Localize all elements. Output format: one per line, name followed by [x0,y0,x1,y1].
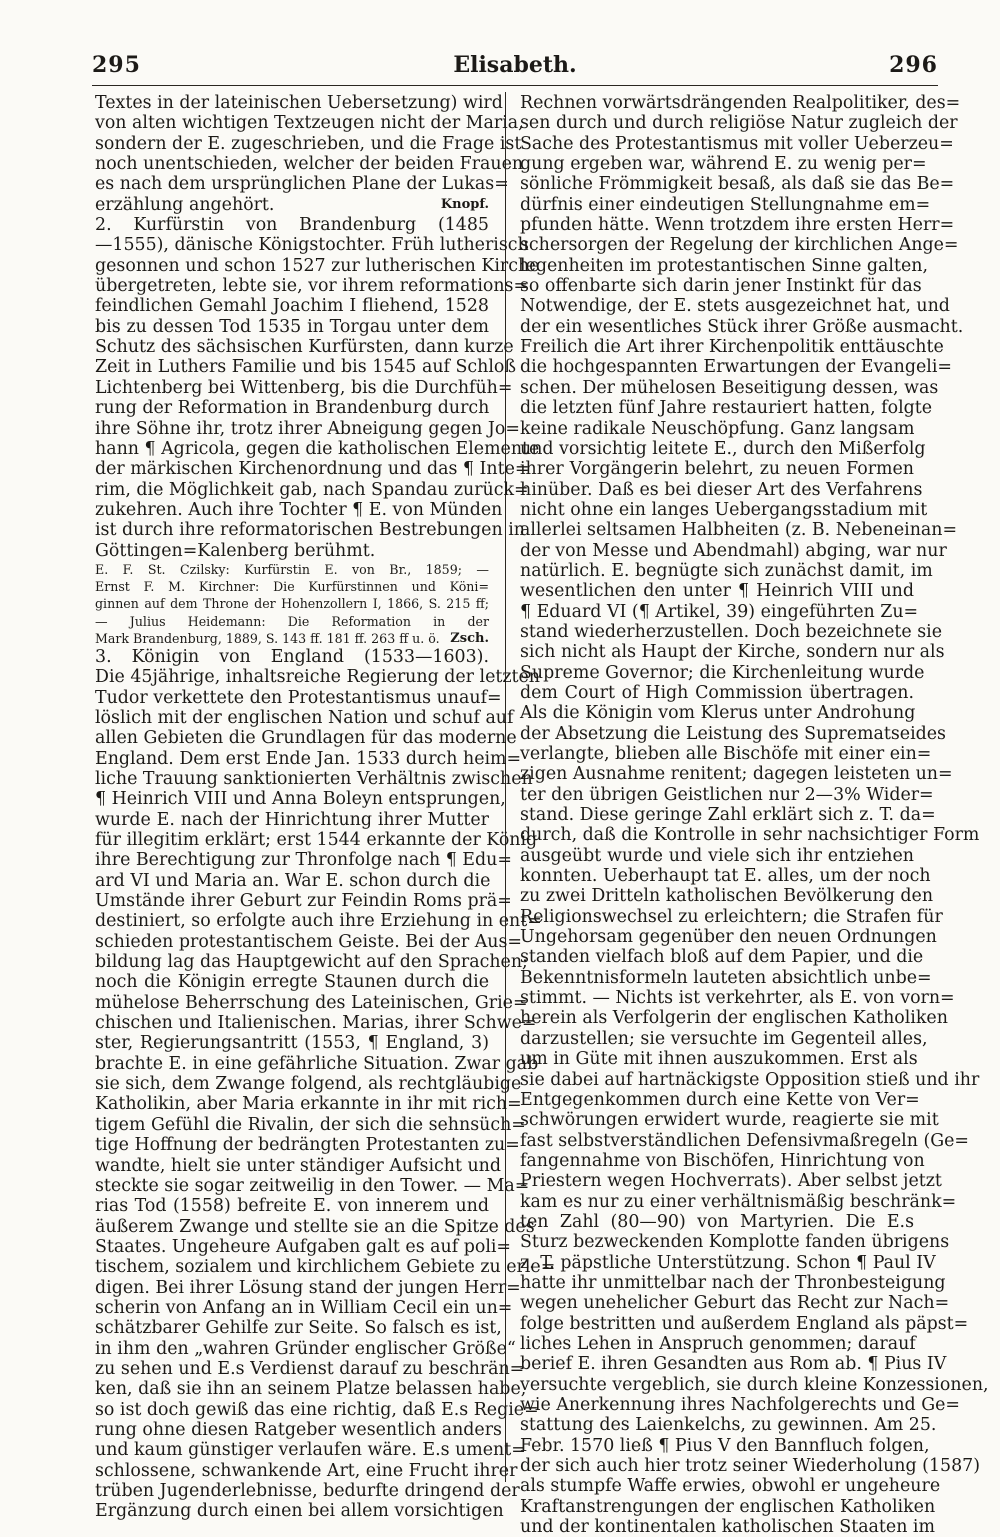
text-line: es nach dem ursprünglichen Plane der Lukas= [95,174,509,195]
text-line: Notwendige, der E. stets ausgezeichnet hat, und [520,296,950,317]
text-line: zu zwei Dritteln katholischen Bevölkerung den [520,886,934,907]
header-rule [92,85,938,86]
text-line: hann ¶ Agricola, gegen die katholischen Elemente [95,438,540,459]
text-line: Katholikin, aber Maria erkannte in ihr mit rich= [95,1094,522,1115]
text-line: ihre Berechtigung zur Thronfolge nach ¶ Edu= [95,850,512,871]
text-line: hatte ihr unmittelbar nach der Thronbesteigung [520,1272,946,1293]
text-line: löslich mit der englischen Nation und schuf auf [95,707,514,728]
text-line: —1555), dänische Königstochter. Früh lutherisch [95,235,529,256]
text-line: Textes in der lateinischen Uebersetzung) wird [95,93,503,113]
text-line: wandte, hielt sie unter ständiger Aufsicht und [95,1155,501,1176]
text-line: schen. Der mühelosen Beseitigung dessen, was [520,377,939,398]
text-line: der von Messe und Abendmahl) abging, war nur [520,540,947,561]
text-line: dem Court of High Commission übertragen. [520,682,914,703]
text-line: steckte sie sogar zeitweilig in den Tower. — Ma= [95,1175,530,1196]
text-line: Lichtenberg bei Wittenberg, bis die Durchfüh= [95,377,513,398]
text-line: von alten wichtigen Textzeugen nicht der Maria, [95,113,524,134]
text-line: sönliche Frömmigkeit besaß, als daß sie das Be= [520,174,955,195]
text-line: versuchte vergeblich, sie durch kleine Konzessionen, [520,1374,989,1395]
text-line: noch die Königin erregte Staunen durch die [95,972,489,993]
text-line: Bekenntnisformeln lauteten absichtlich unbe= [520,967,932,988]
text-line: in ihm den „wahren Gründer englischer Größe“ [95,1338,516,1359]
text-line: darzustellen; sie versuchte im Gegenteil alles, [520,1028,928,1049]
text-line: schlossene, schwankende Art, eine Frucht ihrer [95,1460,518,1481]
text-line: Göttingen=Kalenberg berühmt. [95,540,376,561]
text-line: Als die Königin vom Klerus unter Androhung [520,703,916,724]
text-line: verlangte, blieben alle Bischöfe mit einer ein= [520,744,932,764]
text-line: wurde E. nach der Hinrichtung ihrer Mutter [95,809,489,830]
text-line: wegen unehelicher Geburt das Recht zur Nach= [520,1293,950,1314]
text-line: Sturz bezweckenden Komplotte fanden übrigens [520,1232,950,1253]
text-line: stattung des Laienkelchs, zu gewinnen. Am 25. [520,1415,937,1436]
text-line: fast selbstverständlichen Defensivmaßregeln (Ge= [520,1130,970,1151]
page-number-left: 295 [92,52,141,78]
text-line: herein als Verfolgerin der englischen Katholiken [520,1008,948,1029]
text-line: chischen und Italienischen. Marias, ihrer Schwe= [95,1013,537,1034]
text-line: bildung lag das Hauptgewicht auf den Sprachen; [95,952,528,973]
running-title: Elisabeth. [453,52,577,78]
text-line: ¶ Heinrich VIII und Anna Boleyn entsprungen, [95,789,506,810]
text-line: fangennahme von Bischöfen, Hinrichtung von [520,1150,925,1171]
text-line: rung der Reformation in Brandenburg durch [95,398,490,419]
text-line: pfunden hätte. Wenn trotzdem ihre ersten Herr= [520,215,955,236]
text-line: allen Gebieten die Grundlagen für das moderne [95,728,517,749]
text-line: Rechnen vorwärtsdrängenden Realpolitiker, des= [520,93,961,113]
text-line: natürlich. E. begnügte sich zunächst damit, im [520,560,933,581]
text-line: rias Tod (1558) befreite E. von innerem und [95,1196,489,1217]
text-line: ¶ Eduard VI (¶ Artikel, 39) eingeführten Zu= [520,601,919,622]
text-line: so ist doch gewiß das eine richtig, daß E.s Regie= [95,1399,539,1420]
text-line: äußerem Zwange und stellte sie an die Spitze des [95,1216,535,1237]
text-line: mühelose Beherrschung des Lateinischen, Grie= [95,992,528,1013]
text-line: tischem, sozialem und kirchlichem Gebiete zu erle= [95,1257,556,1278]
text-line: ten Zahl (80—90) von Martyrien. Die E.s [520,1211,914,1232]
text-line: ken, daß sie ihn an seinem Platze belassen habe, [95,1379,527,1400]
text-line: digen. Bei ihrer Lösung stand der jungen Herr= [95,1277,521,1298]
text-line: Religionswechsel zu erleichtern; die Strafen für [520,906,943,927]
text-line: Umstände ihrer Geburt zur Feindin Roms prä= [95,891,512,912]
text-line: hinüber. Daß es bei dieser Art des Verfahrens [520,479,923,500]
text-line: stimmt. — Nichts ist verkehrter, als E. von vorn= [520,988,955,1009]
text-line: Febr. 1570 ließ ¶ Pius V den Bannfluch folgen, [520,1435,930,1456]
text-line: zigen Ausnahme renitent; dagegen leisteten un= [520,764,953,785]
bibliography-line: Ernst F. M. Kirchner: Die Kurfürstinnen und Köni= [95,579,489,595]
text-line: ausgeübt wurde und viele sich ihr entziehen [520,845,914,866]
text-line: nicht ohne ein langes Uebergangsstadium mit [520,499,928,520]
text-line: sie dabei auf hartnäckigste Opposition stieß und ihr [520,1069,980,1090]
text-line: stand wiederherzustellen. Doch bezeichnete sie [520,621,943,642]
text-line: trüben Jugenderlebnisse, bedurfte dringend der [95,1481,520,1502]
left-column [95,93,556,1522]
bibliography-line: — Julius Heidemann: Die Reformation in der [95,613,489,629]
text-line: ihrer Vorgängerin belehrt, zu neuen Formen [520,459,914,480]
text-line: zukehren. Auch ihre Tochter ¶ E. von Münden [95,499,503,520]
text-line: Priestern wegen Hochverrats). Aber selbst jetzt [520,1171,942,1192]
text-line: liches Lehen in Anspruch genommen; darauf [520,1333,916,1354]
text-line: tigem Gefühl die Rivalin, der sich die sehnsüch= [95,1114,526,1135]
text-line: schersorgen der Regelung der kirchlichen Ange= [520,235,959,256]
text-line: ist durch ihre reformatorischen Bestrebungen in [95,520,525,541]
text-line: z. T. päpstliche Unterstützung. Schon ¶ Paul IV [520,1252,936,1273]
text-line: der Absetzung die Leistung des Suprematseides [520,723,946,744]
text-line: noch unentschieden, welcher der beiden Frauen [95,154,524,175]
page-header [92,52,938,88]
text-line: zu sehen und E.s Verdienst darauf zu beschrän= [95,1358,525,1379]
text-line: der ein wesentliches Stück ihrer Größe ausmacht. [520,316,964,337]
text-line: sondern der E. zugeschrieben, und die Frage ist [95,133,522,154]
text-line: schieden protestantischem Geiste. Bei der Aus= [95,931,522,952]
text-line: ihre Söhne ihr, trotz ihrer Abneigung gegen Jo= [95,418,520,439]
text-line: allerlei seltsamen Halbheiten (z. B. Nebeneinan= [520,520,958,541]
text-line: folge bestritten und außerdem England als päpst= [520,1313,969,1334]
text-line: legenheiten im protestantischen Sinne galten, [520,255,929,276]
right-column [520,93,989,1537]
text-line: standen vielfach bloß auf dem Papier, und die [520,947,924,968]
text-line: sich nicht als Haupt der Kirche, sondern nur als [520,642,945,663]
text-line: wie Anerkennung ihres Nachfolgerechts und Ge= [520,1395,960,1415]
bibliography-line: Mark Brandenburg, 1889, S. 143 ff. 181 ff. 263 ff u. ö. [95,630,440,646]
text-line: für illegitim erklärt; erst 1544 erkannte der König [95,830,538,851]
text-line: scherin von Anfang an in William Cecil ein un= [95,1297,513,1318]
bibliography-line: ginnen auf dem Throne der Hohenzollern I, 1866, S. 215 ff; [95,596,489,612]
text-line-with-signature [95,195,489,215]
text-line: feindlichen Gemahl Joachim I fliehend, 1528 [95,296,489,317]
text-line: sie sich, dem Zwange folgend, als rechtgläubige [95,1074,522,1095]
text-line: und kaum günstiger verlaufen wäre. E.s ument= [95,1440,526,1461]
text-line: Staates. Ungeheure Aufgaben galt es auf poli= [95,1236,512,1257]
text-line: Ungehorsam gegenüber den neuen Ordnungen [520,927,937,948]
text-line: liche Trauung sanktionierten Verhältnis zwischen [95,768,533,789]
text-line: ster, Regierungsantritt (1553, ¶ England, 3) [95,1033,489,1054]
text-line: und der kontinentalen katholischen Staaten im [520,1517,935,1537]
text-line: gesonnen und schon 1527 zur lutherischen Kirche [95,255,540,276]
text-line: ard VI und Maria an. War E. schon durch die [95,870,491,891]
text-line: so offenbarte sich darin jener Instinkt für das [520,276,922,297]
text-line: erzählung angehört. [95,194,275,215]
text-line: gung ergeben war, während E. zu wenig per= [520,154,927,175]
author-signature: Zsch. [450,630,489,646]
text-line: übergetreten, lebte sie, vor ihrem reformations= [95,276,529,297]
text-line: als stumpfe Waffe erwies, obwohl er ungeheure [520,1476,941,1497]
text-line: Sache des Protestantismus mit voller Ueberzeu= [520,133,954,154]
text-line: konnten. Ueberhaupt tat E. alles, um der noch [520,866,931,887]
text-line: kam es nur zu einer verhältnismäßig beschränk= [520,1191,957,1212]
text-line: 2. Kurfürstin von Brandenburg (1485 [95,215,489,236]
text-line: keine radikale Neuschöpfung. Ganz langsam [520,418,915,439]
text-line: England. Dem erst Ende Jan. 1533 durch heim= [95,748,522,769]
page-number-right: 296 [889,52,938,78]
bibliography-line-with-signature [95,630,489,647]
text-line: dürfnis einer eindeutigen Stellungnahme em= [520,194,931,215]
text-line: durch, daß die Kontrolle in sehr nachsichtiger Form [520,825,980,846]
text-line: der märkischen Kirchenordnung und das ¶ Inte= [95,459,530,480]
text-line: Freilich die Art ihrer Kirchenpolitik enttäuschte [520,337,944,358]
text-line: Kraftanstrengungen der englischen Katholiken [520,1496,936,1517]
text-line: Zeit in Luthers Familie und bis 1545 auf Schloß [95,357,517,378]
text-line: tige Hoffnung der bedrängten Protestanten zu= [95,1135,520,1156]
text-line: Entgegenkommen durch eine Kette von Ver= [520,1089,920,1110]
text-line: die letzten fünf Jahre restauriert hatten, folgte [520,398,933,419]
text-line: Tudor verkettete den Protestantismus unauf= [95,687,502,708]
text-line: Ergänzung durch einen bei allem vorsichtigen [95,1501,504,1522]
text-line: 3. Königin von England (1533—1603). [95,646,489,667]
text-line: Supreme Governor; die Kirchenleitung wurde [520,662,925,683]
text-line: und vorsichtig leitete E., durch den Mißerfolg [520,438,926,459]
text-line: destiniert, so erfolgte auch ihre Erziehung in ent= [95,911,542,932]
text-line: berief E. ihren Gesandten aus Rom ab. ¶ Pius IV [520,1354,947,1375]
text-line: die hochgespannten Erwartungen der Evangeli= [520,357,952,378]
text-line: brachte E. in eine gefährliche Situation. Zwar gab [95,1053,539,1074]
text-line: rung ohne diesen Ratgeber wesentlich anders [95,1419,502,1440]
text-line: stand. Diese geringe Zahl erklärt sich z. T. da= [520,805,936,826]
text-line: der sich auch hier trotz seiner Wiederholung (1587) [520,1456,980,1477]
text-line: schätzbarer Gehilfe zur Seite. So falsch es ist, [95,1318,502,1339]
text-line: bis zu dessen Tod 1535 in Torgau unter dem [95,316,489,337]
text-line: Schutz des sächsischen Kurfürsten, dann kurze [95,337,514,358]
text-line: um in Güte mit ihnen auszukommen. Erst als [520,1049,918,1070]
bibliography-line: E. F. St. Czilsky: Kurfürstin E. von Br., 1859; — [95,561,489,577]
author-signature: Knopf. [440,196,489,212]
text-line: schwörungen erwidert wurde, reagierte sie mit [520,1110,939,1131]
text-line: Die 45jährige, inhaltsreiche Regierung der letzten [95,667,540,688]
text-line: wesentlichen den unter ¶ Heinrich VIII und [520,581,914,602]
text-line: rim, die Möglichkeit gab, nach Spandau zurück= [95,479,529,500]
text-line: sen durch und durch religiöse Natur zugleich der [520,113,958,134]
text-line: ter den übrigen Geistlichen nur 2—3% Wider= [520,784,934,805]
